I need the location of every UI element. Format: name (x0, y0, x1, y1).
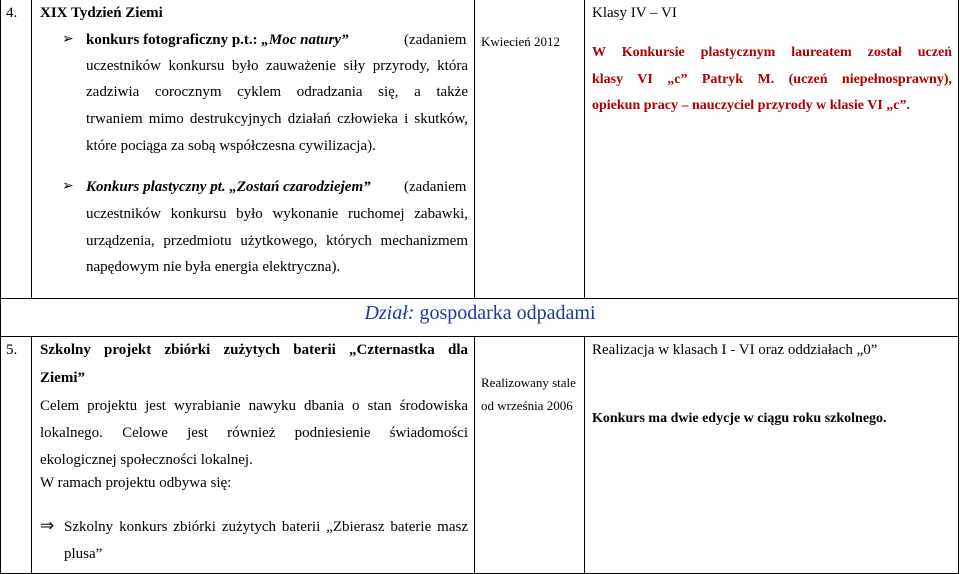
row5-body-line-1: lokalnego. Celowe jest również podniesienie świadomości (40, 425, 468, 441)
row5-date-line-1: od września 2006 (481, 398, 573, 413)
row4-item1-line-2: zadziwia corocznym cyklem odradzania się, a także (86, 84, 468, 100)
row4-item2-line-0: (zadaniem (404, 179, 467, 195)
row5-note: Konkurs ma dwie edycje w ciągu roku szkolnego. (592, 411, 887, 426)
row-divider-top-section (0, 298, 959, 299)
item2-name: „Zostań czarodziejem” (229, 179, 371, 195)
row4-item2-line-3: napędowym nie była energia elektryczna). (86, 259, 341, 275)
row4-number: 4. (6, 5, 18, 21)
row4-item1-line-0: (zadaniem (404, 32, 467, 48)
row5-bullet-line-0: Szkolny konkurs zbiórki zużytych baterii „Zbierasz baterie masz (64, 519, 468, 535)
row5-body-line-0: Celem projektu jest wyrabianie nawyku dbania o stan środowiska (40, 398, 468, 414)
row4-item2-line-1: uczestników konkursu było wykonanie ruchomej zabawki, (86, 206, 468, 222)
row4-title: XIX Tydzień Ziemi (40, 5, 163, 21)
divider-col-1-row5 (31, 336, 32, 574)
divider-col-3 (584, 0, 585, 298)
row5-title-line-0: Szkolny projekt zbiórki zużytych baterii „Czternastka dla (40, 342, 468, 358)
border-right (958, 0, 959, 574)
row5-title-line-1: Ziemi” (40, 370, 85, 386)
row4-result-line-1: klasy VI „c” Patryk M. (uczeń niepełnosprawny), (592, 72, 952, 87)
bullet-arrow-icon: ➢ (62, 179, 74, 194)
row4-item1-line-3: trwaniem mimo destrukcyjnych działań człowieka i skutków, (86, 111, 468, 127)
divider-col-3-row5 (584, 336, 585, 574)
item2-label: Konkurs plastyczny pt. (86, 179, 230, 195)
divider-col-2-row5 (474, 336, 475, 574)
section-name: gospodarka odpadami (414, 302, 596, 324)
row5-number: 5. (6, 342, 18, 358)
row4-result-line-0: W Konkursie plastycznym laureatem został uczeń (592, 45, 952, 60)
divider-col-2 (474, 0, 475, 298)
divider-col-1 (31, 0, 32, 298)
item1-name: „Moc natury” (261, 32, 349, 48)
row4-result-line-2: opiekun pracy – nauczyciel przyrody w klasie VI „c”. (592, 98, 910, 113)
row4-item2-heading (86, 178, 371, 196)
item1-label: konkurs fotograficzny p.t.: (86, 32, 262, 48)
row5-body-line-3: W ramach projektu odbywa się: (40, 475, 232, 491)
implies-arrow-icon: ⇒ (40, 516, 55, 535)
row5-bullet-line-1: plusa” (64, 546, 103, 562)
row5-target: Realizacja w klasach I - VI oraz oddziałach „0” (592, 342, 878, 358)
row4-item1-line-1: uczestników konkursu było zauważenie siły przyrody, która (86, 58, 468, 74)
row5-body-line-2: ekologicznej społeczności lokalnej. (40, 452, 253, 468)
row4-item2-line-2: urządzenia, przedmiotu użytkowego, których mechanizmem (86, 233, 468, 249)
bullet-arrow-icon: ➢ (62, 32, 74, 47)
row4-item1-line-4: które pociąga za sobą współczesna cywilizacja). (86, 138, 376, 154)
row5-date-line-0: Realizowany stale (481, 375, 576, 390)
row4-date: Kwiecień 2012 (481, 34, 561, 49)
section-prefix: Dział: (364, 302, 415, 324)
row-divider-bottom-section (0, 336, 959, 337)
section-heading (0, 302, 960, 325)
border-left (0, 0, 1, 574)
row4-target: Klasy IV – VI (592, 5, 677, 21)
